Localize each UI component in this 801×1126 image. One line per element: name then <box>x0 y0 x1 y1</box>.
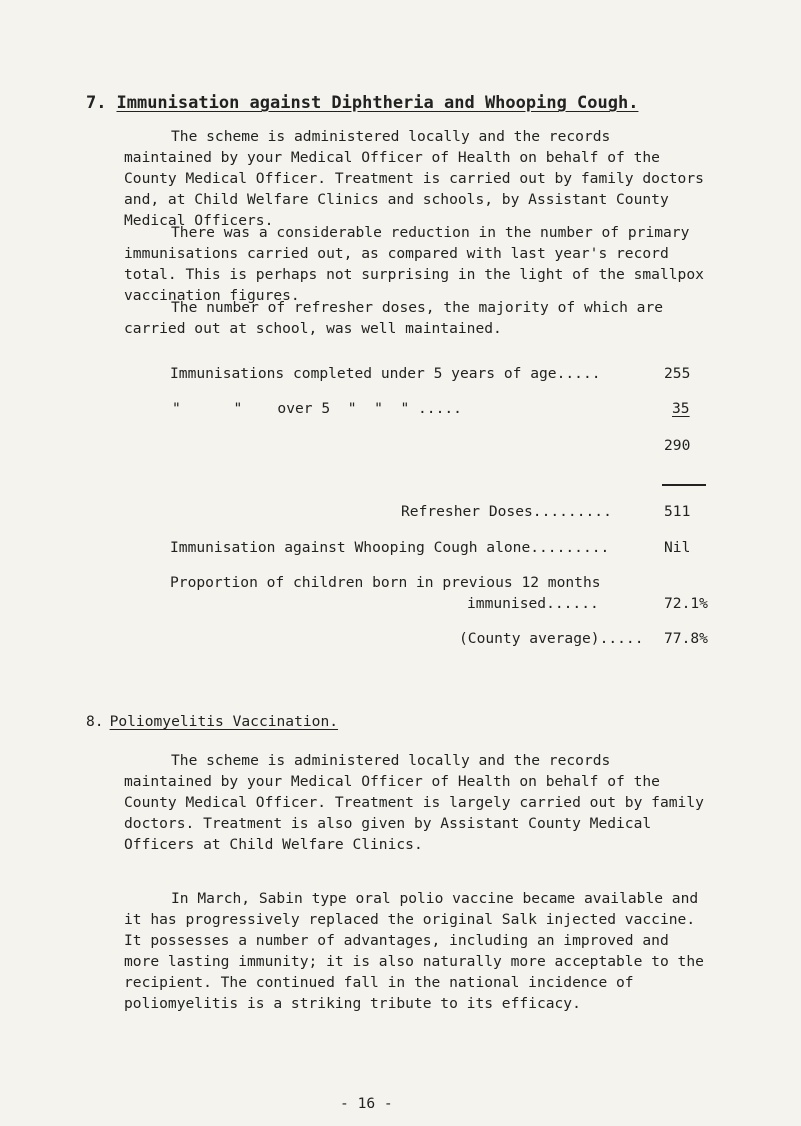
section-7-paragraph-1: The scheme is administered locally and the records maintained by your Medical Officer of Health on behalf of the County Medical Officer. Treatment is carried out by family doctors and, at Child Welfare Clinics and schools, by Assistant County Medical Officers. <box>124 128 704 229</box>
section-7-heading <box>86 93 638 113</box>
section-7-title: Immunisation against Diphtheria and Whooping Cough. <box>116 93 639 113</box>
section-7-number: 7. <box>86 93 107 113</box>
section-8-heading <box>86 713 338 730</box>
section-8-paragraph-1: The scheme is administered locally and the records maintained by your Medical Officer of Health on behalf of the County Medical Officer. Treatment is largely carried out by family doctors. Treatment is also given by Assistant County Medical Officers at Child Welfare Clinics. <box>124 752 704 853</box>
county-average-label: (County average)..... <box>459 630 644 647</box>
total-rule <box>662 484 706 486</box>
section-7-paragraph-3: The number of refresher doses, the majority of which are carried out at school, was well maintained. <box>124 299 664 337</box>
over-5-label: " " over 5 " " " ..... <box>172 400 462 417</box>
over-5-value: 35 <box>672 400 690 417</box>
section-7-paragraph-2: There was a considerable reduction in the number of primary immunisations carried out, as compared with last year's record total. This is perhaps not surprising in the light of the smallpox vaccination figures. <box>124 224 704 304</box>
section-8-title: Poliomyelitis Vaccination. <box>109 713 339 730</box>
under-5-label: Immunisations completed under 5 years of age..... <box>170 365 601 382</box>
refresher-label: Refresher Doses......... <box>401 503 612 520</box>
proportion-value: 72.1% <box>664 595 708 612</box>
section-8-paragraph-2: In March, Sabin type oral polio vaccine became available and it has progressively replaced the original Salk injected vaccine. It possesses a number of advantages, including an improved and more lasting immunity; it is also naturally more acceptable to the recipient. The continued fall in the national incidence of poliomyelitis is a striking tribute to its efficacy. <box>124 890 704 1012</box>
section-8-number: 8. <box>86 713 104 730</box>
total-value: 290 <box>664 437 691 454</box>
proportion-label-line-2: immunised...... <box>467 595 599 612</box>
under-5-value: 255 <box>664 365 691 382</box>
county-average-value: 77.8% <box>664 630 708 647</box>
whooping-cough-value: Nil <box>664 539 691 556</box>
page-number: - 16 - <box>340 1095 393 1112</box>
refresher-value: 511 <box>664 503 691 520</box>
whooping-cough-label: Immunisation against Whooping Cough alone......... <box>170 539 610 556</box>
proportion-label-line-1: Proportion of children born in previous 12 months <box>170 574 601 591</box>
